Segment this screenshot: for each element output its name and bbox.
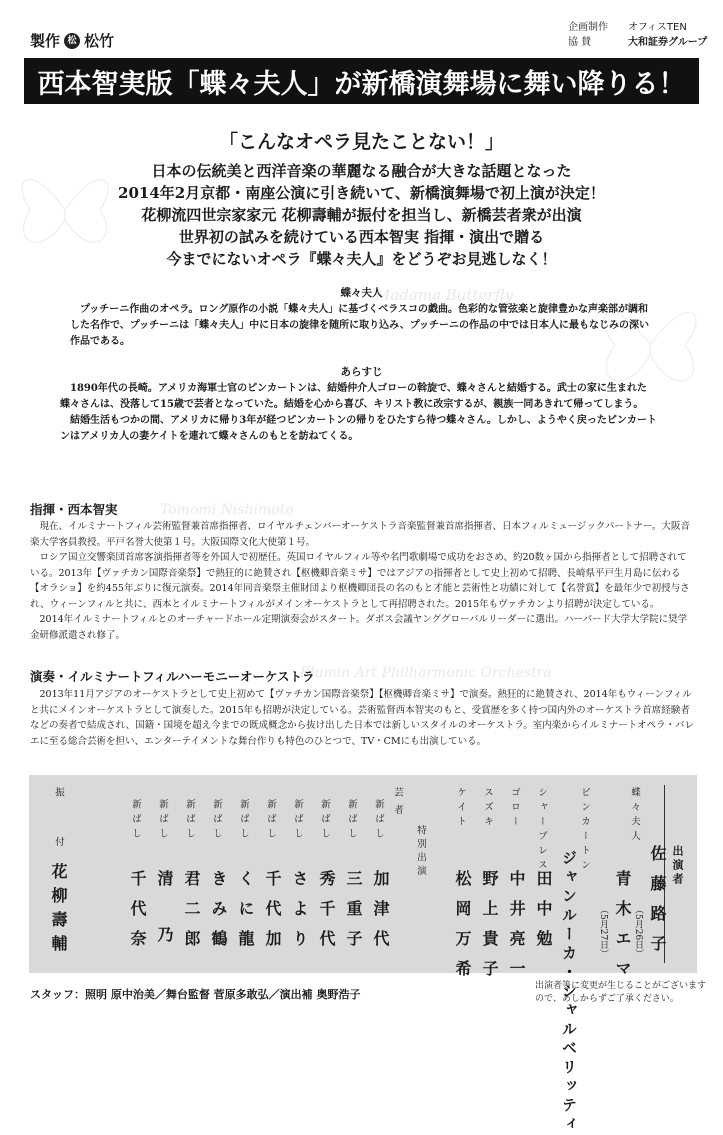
cast-name-aoki: 青木エマ [613,870,632,990]
producer-credit [30,30,114,51]
role-shinbashi: 新ばし [373,799,384,843]
about-body [70,302,653,350]
credit-value: オフィスTEN [628,22,687,33]
production-credits [568,20,707,50]
conductor-paragraph: 2014年イルミナートフィルとのオーチャードホール定期演奏会がスタート。ダボス会議ヤンググローバルリーダーに選出。ハーバード大学大学院に奨学金研修派遣され修了。 [30,614,688,641]
geisha-name: 秀千代 [317,870,336,960]
about-watermark: Madama Butterfly [375,286,514,304]
geisha-name: くに龍 [236,870,255,960]
credit-key: 企画制作 [568,22,608,33]
cast-date-sato: （5月26日） [633,905,643,959]
credit-row [568,35,707,50]
conductor-paragraph: 現在、イルミナートフィル芸術監督兼首席指揮者、ロイヤルチェンバーオーケストラ音楽監督兼首席指揮者、日本フィルミュージックパートナー。大阪音楽大学客員教授。平戸名誉大使第１号。大阪国際文化大使第１号。 [30,521,690,548]
credit-row [568,20,707,35]
cast-name-sato: 佐藤路子 [648,845,667,965]
cast-name-nogami: 野上貴子 [480,870,499,990]
conductor-watermark: Tomomi Nishimoto [160,502,294,518]
special-appearance-label: 特別出演 [415,825,426,879]
synopsis-paragraph: 1890年代の長崎。アメリカ海軍士官のピンカートンは、結婚仲介人ゴローの斡旋で、蝶々さんと結婚する。武士の家に生まれた蝶々さんは、没落して15歳で芸者となっていた。結婚を心から喜び、キリスト教に改宗するが、親族一同あきれて帰ってしまう。 [60,383,647,410]
role-shinbashi: 新ばし [211,799,222,843]
geisha-label: 芸者 [392,787,403,822]
role-goro: ゴロー [509,787,520,831]
catchphrase: 「こんなオペラ見たことない！」 [218,131,504,153]
synopsis-paragraph: 結婚生活もつかの間、アメリカに帰り3年が経つピンカートンの帰りをひたすら待つ蝶々さん。しかし、ようやく戻ったピンカートンはアメリカ人の妻ケイトを連れて蝶々さんのもとを訪ねてくる。 [60,415,657,442]
geisha-name: さより [290,870,309,960]
role-suzuki: スズキ [482,787,493,831]
producer-prefix: 製作 [30,32,61,50]
lead-text [0,160,723,270]
lead-line: 日本の伝統美と西洋音楽の華麗なる融合が大きな話題となった [151,162,572,180]
role-kate: ケイト [455,787,466,831]
role-butterfly: 蝶々夫人 [629,787,640,845]
role-shinbashi: 新ばし [265,799,276,843]
lead-line: 2014年2月京都・南座公演に引き続いて、新橋演舞場で初上演が決定！ [118,184,605,202]
role-shinbashi: 新ばし [238,799,249,843]
role-choreography: 振付 [53,787,64,886]
geisha-name: 千代奈 [128,870,147,960]
cast-name-hanayagi: 花柳壽輔 [49,863,68,959]
role-shinbashi: 新ばし [346,799,357,843]
geisha-name: 君二郎 [182,870,201,960]
producer-name: 松竹 [84,32,115,50]
conductor-paragraph: ロシア国立交響楽団首席客演指揮者等を外国人で初歴任。英国ロイヤルフィル等や名門歌劇場で成功をおさめ、約20数ヶ国から指揮者として招聘されている。2013年【ヴァチカン国際音楽祭】で熱狂的に絶賛され【枢機卿音楽ミサ】ではアジアの指揮者として史上初めて招聘、長崎県平戸生月島に伝わる【オラショ】を約455年ぶりに復元演奏。2014年同音楽祭主催財団より枢機卿団長の名のもと才能と芸術性と功績に対して【名誉賞】を最年少で初授与され、ウィーンフィルと共に、西本とイルミナートフィルがメインオーケストラとして再招聘された。2015年もヴァチカンより招聘が決定している。 [30,552,690,610]
credit-key: 協 賛 [568,37,592,48]
cast-date-aoki: （5月27日） [598,905,608,959]
geisha-name: 千代加 [263,870,282,960]
geisha-name: 加津代 [371,870,390,960]
geisha-name: 清乃 [155,870,174,982]
role-shinbashi: 新ばし [130,799,141,843]
orchestra-bio [30,687,695,749]
geisha-name: きみ鶴 [209,870,228,960]
role-pinkerton: ピンカートン [579,787,590,874]
title-banner [24,58,699,104]
change-notice: 出演者等に変更が生じることがございますので、あしからずご了承ください。 [535,981,707,1004]
shochiku-crest-icon: 松 [64,33,80,49]
geisha-name: 三重子 [344,870,363,960]
cast-name-nakai: 中井亮一 [507,870,526,990]
orchestra-watermark: Illumin Art Philharmonic Orchestra [300,665,552,681]
role-shinbashi: 新ばし [184,799,195,843]
cast-label-text: 出演者 [671,845,684,887]
cast-name-matsuoka: 松岡万希 [453,870,472,990]
lead-line: 花柳流四世宗家家元 花柳壽輔が振付を担当し、新橋芸者衆が出演 [141,206,582,224]
role-shinbashi: 新ばし [292,799,303,843]
cast-name-tanaka: 田中勉 [534,870,553,960]
lead-line: 世界初の試みを続けている西本智実 指揮・演出で贈る [178,228,545,246]
cast-name-pinkerton: ジャンルーカ・シャルベリッティ [560,850,578,1135]
lead-line: 今までにないオペラ『蝶々夫人』をどうぞお見逃しなく！ [166,250,557,268]
credit-value: 大和証券グループ [628,37,708,48]
conductor-heading: 指揮・西本智実 [30,502,118,517]
page-title: 西本智実版「蝶々夫人」が新橋演舞場に舞い降りる！ [37,68,686,100]
synopsis-body [60,381,663,445]
orchestra-paragraph: 2013年11月アジアのオーケストラとして史上初めて【ヴァチカン国際音楽祭】【枢機卿音楽ミサ】で演奏。熱狂的に絶賛され、2014年もウィーンフィルと共にメインオーケストラとして演奏した。2015年も招聘が決定している。芸術監督西本智実のもと、受賞歴を多く持つ国内外のオーケストラ首席経験者などの奏者で結成され、国籍・国境を超え今までの既成概念から抜け出した日本では新しいスタイルのオーケストラ。室内楽からイルミナートオペラ・バレエに至る総合芸術を担い、エンターテイメントな舞台作りも特色のひとつで、TV・CMにも出演している。 [30,689,694,747]
about-heading: 蝶々夫人 [340,287,383,299]
orchestra-heading: 演奏・イルミナートフィルハーモニーオーケストラ [30,669,315,684]
conductor-bio [30,519,695,643]
role-shinbashi: 新ばし [157,799,168,843]
synopsis-heading: あらすじ [340,366,383,378]
about-paragraph: プッチーニ作曲のオペラ。ロング原作の小説「蝶々夫人」に基づくベラスコの戯曲。色彩的な管弦楽と旋律豊かな声楽部が調和した名作で、プッチーニは「蝶々夫人」中に日本の旋律を随所に取り込み、プッチーニの作品の中では日本人に最もなじみの深い作品である。 [70,304,649,347]
staff-credits: スタッフ：照明 原中治美／舞台監督 菅原多敢弘／演出補 奥野浩子 [30,988,361,1001]
role-shinbashi: 新ばし [319,799,330,843]
role-sharpless: シャープレス [536,787,547,874]
